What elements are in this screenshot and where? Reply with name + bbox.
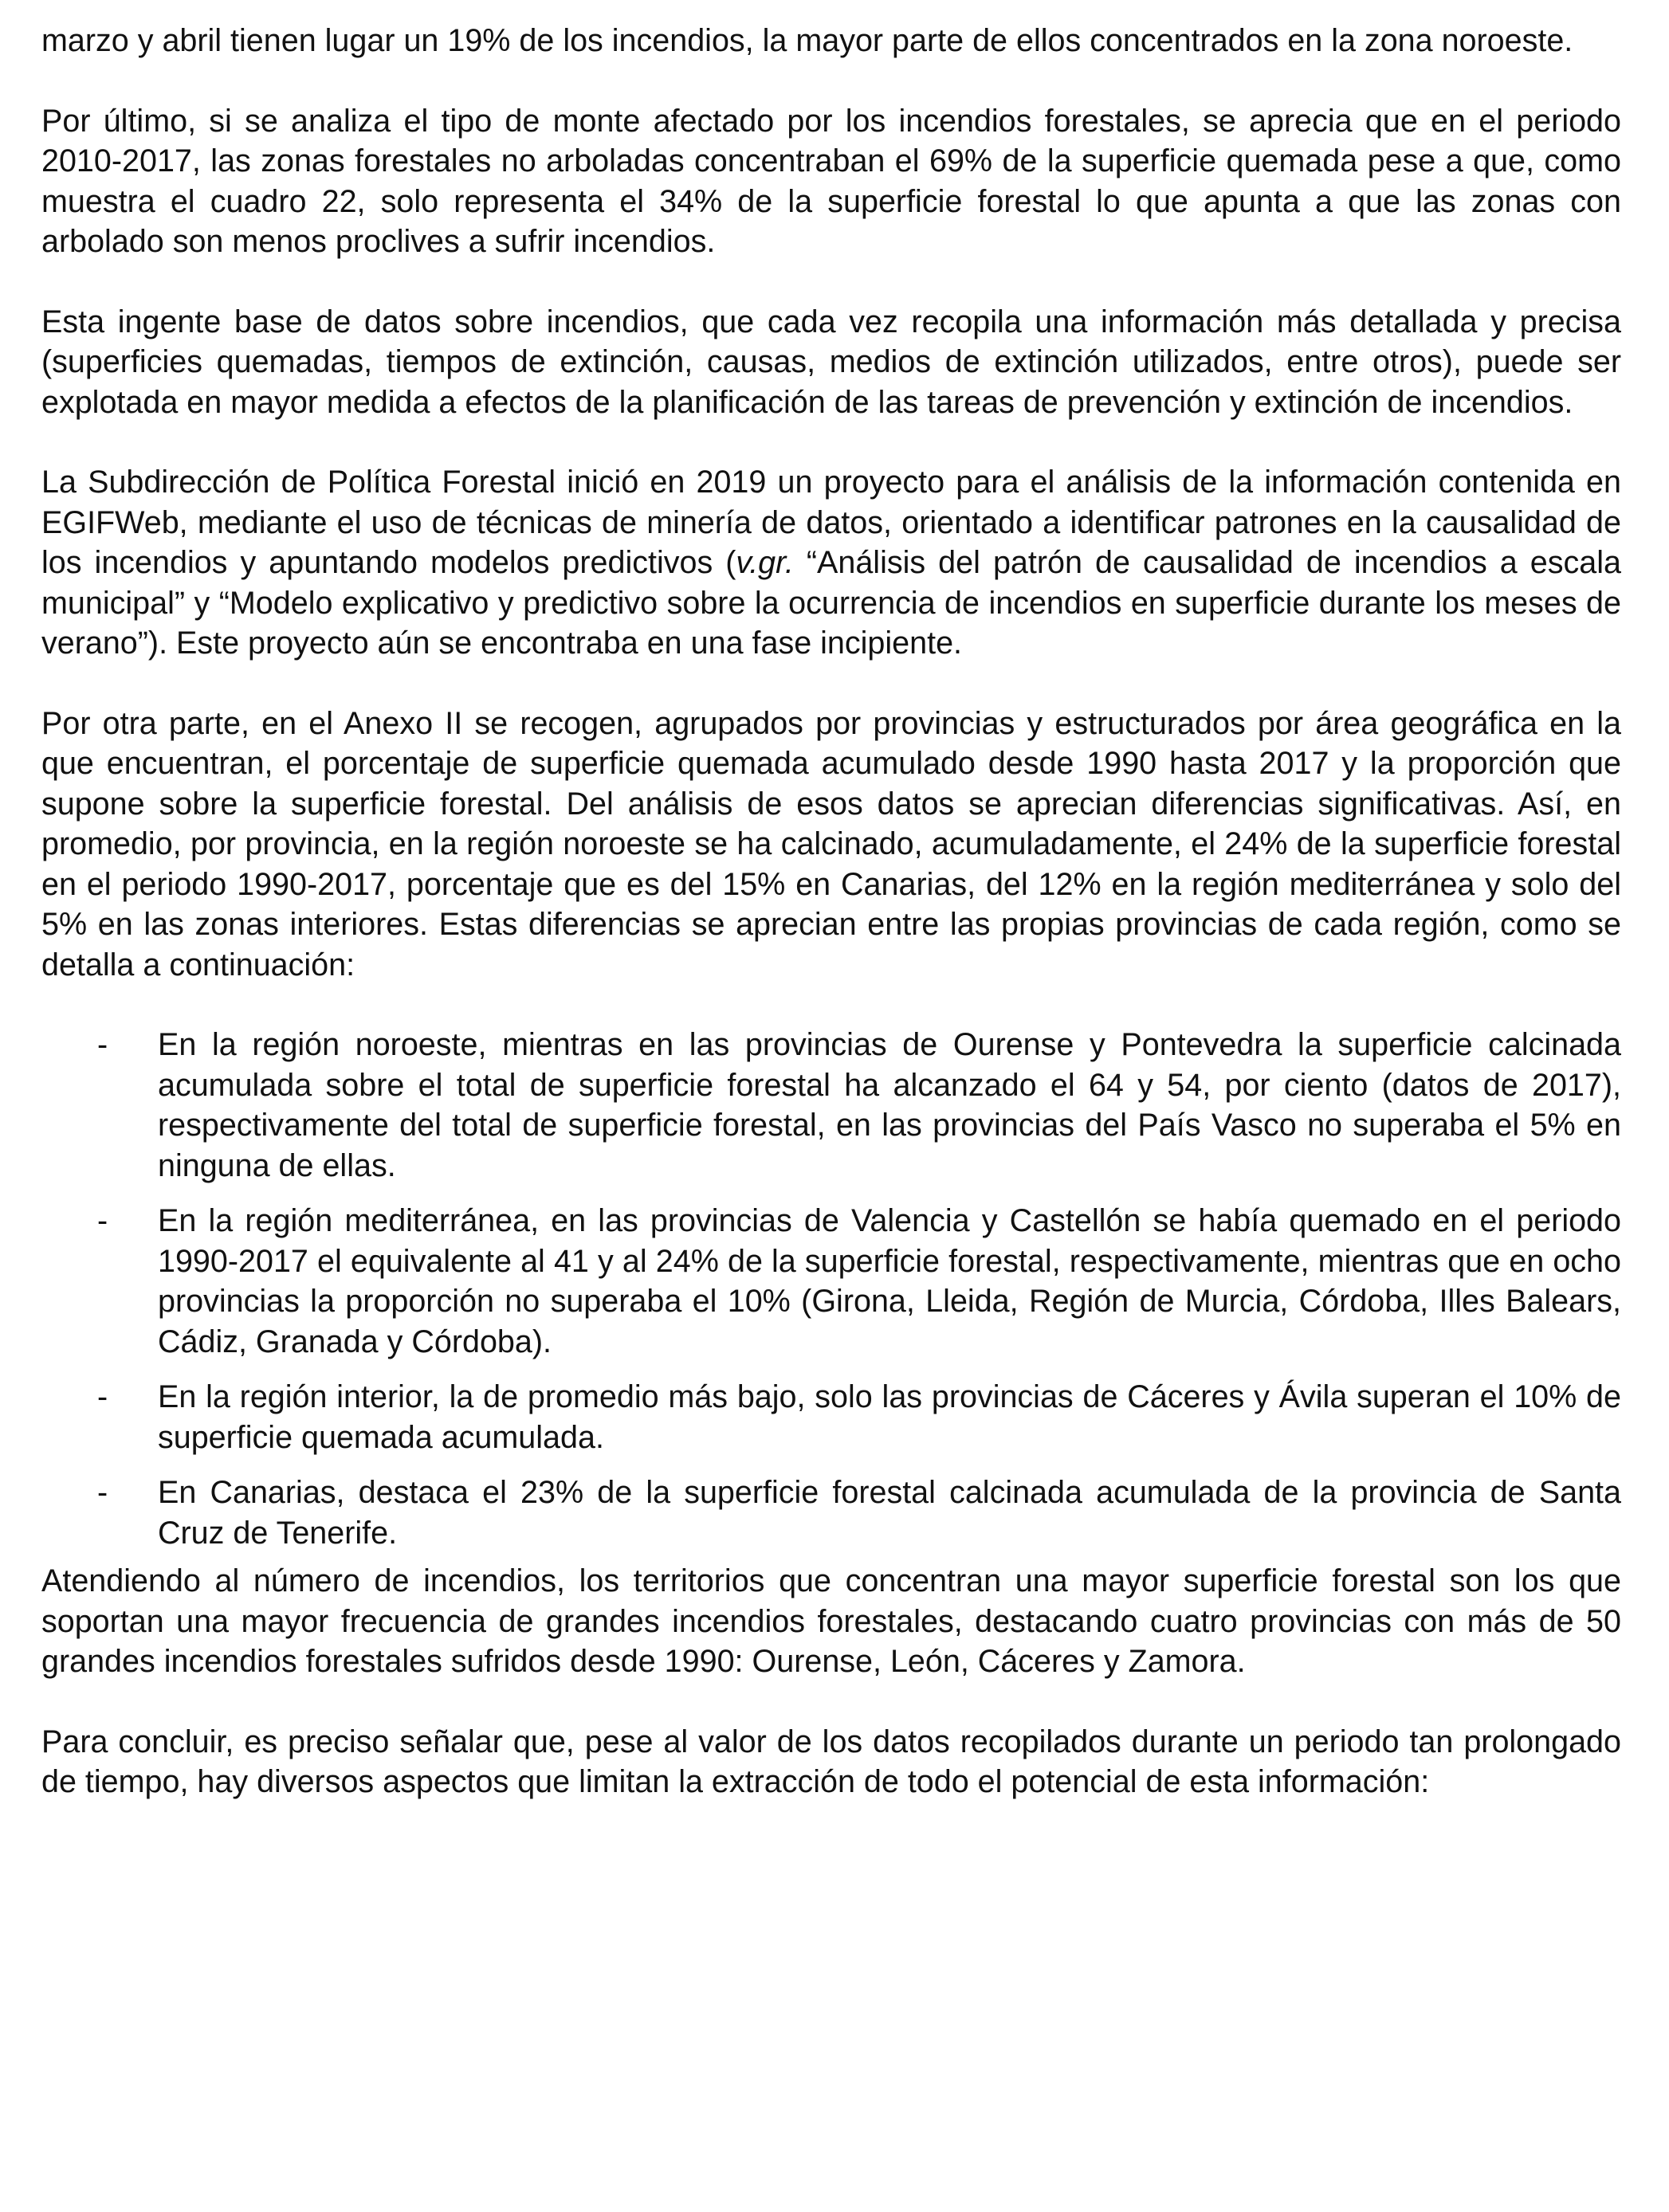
paragraph-project-text-before: La Subdirección de Política Forestal inició en 2019 un proyecto para el análisis de la información contenida en EGIFWeb, mediante el uso de técnicas de minería de datos, orientado a identificar patrones en la causalidad de los incendios y apuntando modelos predictivos ( — [41, 465, 1621, 580]
list-item-text: En la región interior, la de promedio más bajo, solo las provincias de Cáceres y Ávila superan el 10% de superficie quemada acumulada. — [158, 1379, 1621, 1455]
list-item — [41, 1201, 1621, 1362]
paragraph-forest-type: Por último, si se analiza el tipo de monte afectado por los incendios forestales, se aprecia que en el periodo 2010-2017, las zonas forestales no arboladas concentraban el 69% de la superficie quemada pese a que, como muestra el cuadro 22, solo representa el 34% de la superficie forestal lo que apunta a que las zonas con arbolado son menos proclives a sufrir incendios. — [41, 103, 1621, 259]
paragraph-number-of-fires: Atendiendo al número de incendios, los territorios que concentran una mayor superficie forestal son los que soportan una mayor frecuencia de grandes incendios forestales, destacando cuatro provincias con más de 50 grandes incendios forestales sufridos desde 1990: Ourense, León, Cáceres y Zamora. — [41, 1563, 1621, 1679]
bullet-dash: - — [97, 1027, 108, 1062]
bullet-dash: - — [97, 1475, 108, 1510]
list-item — [41, 1377, 1621, 1457]
list-item — [41, 1473, 1621, 1553]
paragraph-database: Esta ingente base de datos sobre incendios, que cada vez recopila una información más detallada y precisa (superficies quemadas, tiempos de extinción, causas, medios de extinción utilizados, entre otros), puede ser explotada en mayor medida a efectos de la planificación de las tareas de prevención y extinción de incendios. — [41, 304, 1621, 420]
paragraph-project-text-after: “Análisis del patrón de causalidad de incendios a escala municipal” y “Modelo explicativo y predictivo sobre la ocurrencia de incendios en superficie durante los meses de verano”). Este proyecto aún se encontraba en una fase incipiente. — [41, 545, 1621, 661]
regional-differences-list — [41, 1025, 1621, 1553]
paragraph-conclusion: Para concluir, es preciso señalar que, pese al valor de los datos recopilados durante un periodo tan prolongado de tiempo, hay diversos aspectos que limitan la extracción de todo el potencial de esta información: — [41, 1724, 1621, 1799]
list-item — [41, 1025, 1621, 1186]
paragraph-subdireccion-project — [41, 462, 1621, 664]
list-item-text: En Canarias, destaca el 23% de la superficie forestal calcinada acumulada de la provincia de Santa Cruz de Tenerife. — [158, 1475, 1621, 1551]
bullet-dash: - — [97, 1203, 108, 1238]
paragraph-fire-months: marzo y abril tienen lugar un 19% de los incendios, la mayor parte de ellos concentrados en la zona noroeste. — [41, 23, 1573, 58]
paragraph-project-italic: v.gr. — [736, 545, 794, 580]
list-item-text: En la región noroeste, mientras en las provincias de Ourense y Pontevedra la superficie calcinada acumulada sobre el total de superficie forestal ha alcanzado el 64 y 54, por ciento (datos de 2017), respectivamente del total de superficie forestal, en las provincias del País Vasco no superaba el 5% en ninguna de ellas. — [158, 1027, 1621, 1183]
bullet-dash: - — [97, 1379, 108, 1414]
paragraph-anexo-ii: Por otra parte, en el Anexo II se recogen, agrupados por provincias y estructurados por área geográfica en la que encuentran, el porcentaje de superficie quemada acumulado desde 1990 hasta 2017 y la proporción que supone sobre la superficie forestal. Del análisis de esos datos se aprecian diferencias significativas. Así, en promedio, por provincia, en la región noroeste se ha calcinado, acumuladamente, el 24% de la superficie forestal en el periodo 1990-2017, porcentaje que es del 15% en Canarias, del 12% en la región mediterránea y solo del 5% en las zonas interiores. Estas diferencias se aprecian entre las propias provincias de cada región, como se detalla a continuación: — [41, 705, 1621, 982]
list-item-text: En la región mediterránea, en las provincias de Valencia y Castellón se había quemado en el periodo 1990-2017 el equivalente al 41 y al 24% de la superficie forestal, respectivamente, mientras que en ocho provincias la proporción no superaba el 10% (Girona, Lleida, Región de Murcia, Córdoba, Illes Balears, Cádiz, Granada y Córdoba). — [158, 1203, 1621, 1359]
document-page — [41, 21, 1621, 1802]
